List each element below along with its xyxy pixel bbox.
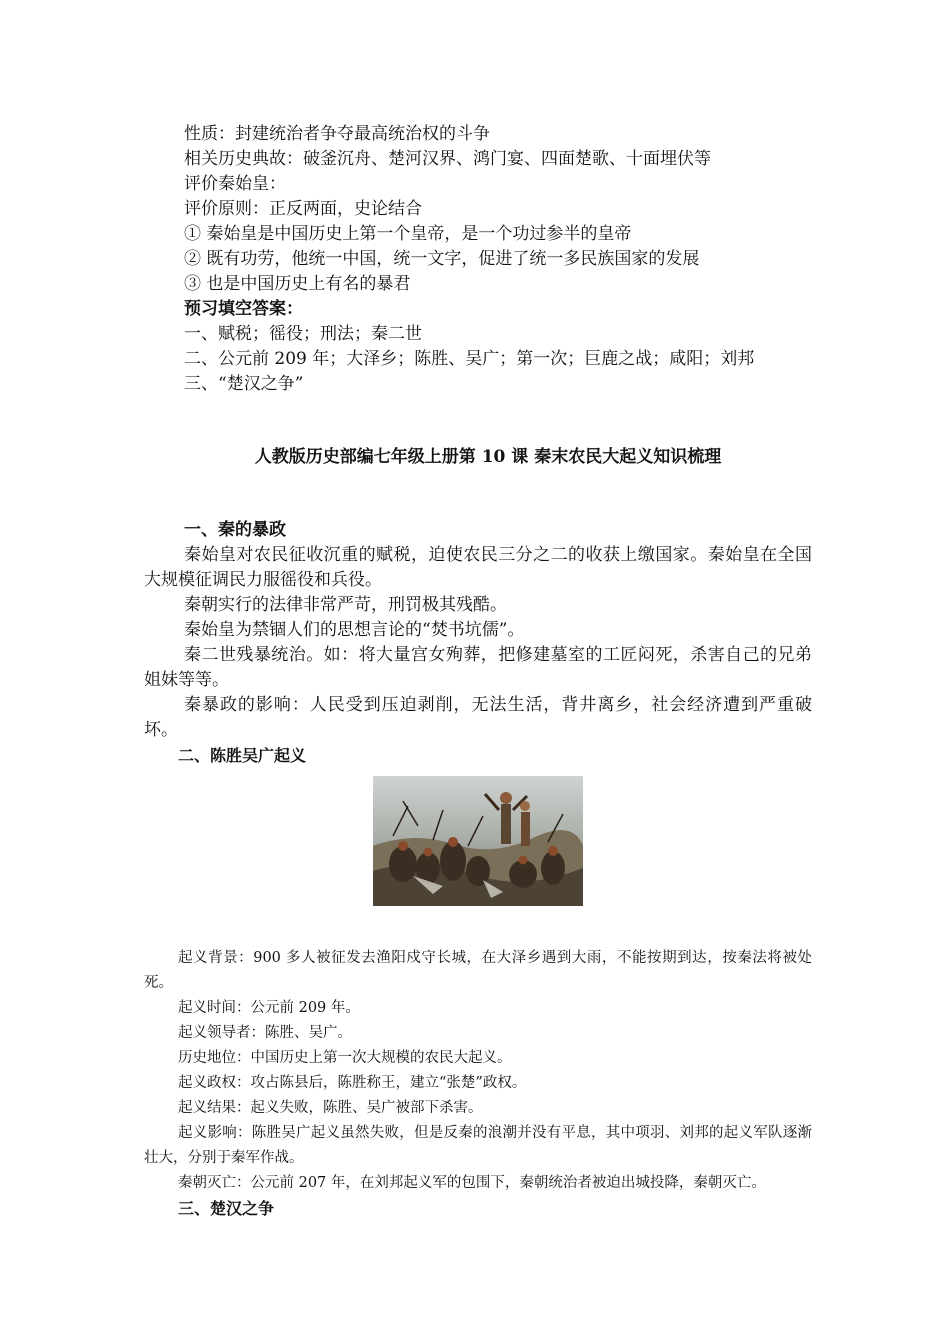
section-1-paragraph-1: 秦始皇对农民征收沉重的赋税，迫使农民三分之二的收获上缴国家。秦始皇在全国大规模征调民力服徭役和兵役。 — [144, 545, 812, 590]
evaluate-line: 评价秦始皇： — [184, 174, 286, 194]
uprising-impact: 起义影响：陈胜吴广起义虽然失败，但是反秦的浪潮并没有平息，其中项羽、刘邦的起义军队逐渐壮大，分别于秦军作战。 — [144, 1125, 812, 1166]
document-page — [144, 122, 812, 1221]
uprising-result: 起义结果：起义失败，陈胜、吴广被部下杀害。 — [178, 1100, 483, 1116]
section-1-paragraph-5: 秦暴政的影响：人民受到压迫剥削，无法生活，背井离乡，社会经济遭到严重破坏。 — [144, 695, 812, 740]
section-1-paragraph-3: 秦始皇为禁锢人们的思想言论的“焚书坑儒”。 — [184, 620, 525, 640]
uprising-time: 起义时间：公元前 209 年。 — [178, 1000, 360, 1016]
section-1-paragraph-2: 秦朝实行的法律非常严苛，刑罚极其残酷。 — [184, 595, 507, 615]
answer-3: 三、“楚汉之争” — [184, 374, 304, 394]
principle-line: 评价原则：正反两面，史论结合 — [184, 199, 422, 219]
qin-fall: 秦朝灭亡：公元前 207 年，在刘邦起义军的包围下，秦朝统治者被迫出城投降，秦朝灭亡。 — [178, 1175, 766, 1191]
section-2-heading: 二、陈胜吴广起义 — [178, 746, 307, 765]
figure-container — [144, 776, 812, 906]
document-title: 人教版历史部编七年级上册第 10 课 秦末农民大起义知识梳理 — [254, 447, 722, 467]
point-1: ① 秦始皇是中国历史上第一个皇帝，是一个功过参半的皇帝 — [184, 224, 632, 244]
answers-heading: 预习填空答案： — [184, 299, 303, 319]
answer-2: 二、公元前 209 年；大泽乡；陈胜、吴广；第一次；巨鹿之战；咸阳；刘邦 — [184, 349, 755, 369]
point-2: ② 既有功劳，他统一中国，统一文字，促进了统一多民族国家的发展 — [184, 249, 700, 269]
uprising-regime: 起义政权：攻占陈县后，陈胜称王，建立“张楚”政权。 — [178, 1075, 527, 1091]
section-3-heading: 三、楚汉之争 — [178, 1199, 275, 1218]
allusions-line: 相关历史典故：破釜沉舟、楚河汉界、鸿门宴、四面楚歌、十面埋伏等 — [184, 149, 711, 169]
section-1-paragraph-4: 秦二世残暴统治。如：将大量宫女殉葬，把修建墓室的工匠闷死，杀害自己的兄弟姐妹等等。 — [144, 645, 812, 690]
uprising-status: 历史地位：中国历史上第一次大规模的农民大起义。 — [178, 1050, 512, 1066]
uprising-leaders: 起义领导者：陈胜、吴广。 — [178, 1025, 352, 1041]
uprising-painting-image — [373, 776, 583, 906]
nature-line: 性质：封建统治者争夺最高统治权的斗争 — [184, 124, 490, 144]
point-3: ③ 也是中国历史上有名的暴君 — [184, 274, 411, 294]
uprising-background: 起义背景：900 多人被征发去渔阳戍守长城，在大泽乡遇到大雨，不能按期到达，按秦法将被处死。 — [144, 950, 812, 991]
section-1-heading: 一、秦的暴政 — [184, 520, 286, 540]
answer-1: 一、赋税；徭役；刑法；秦二世 — [184, 324, 422, 344]
